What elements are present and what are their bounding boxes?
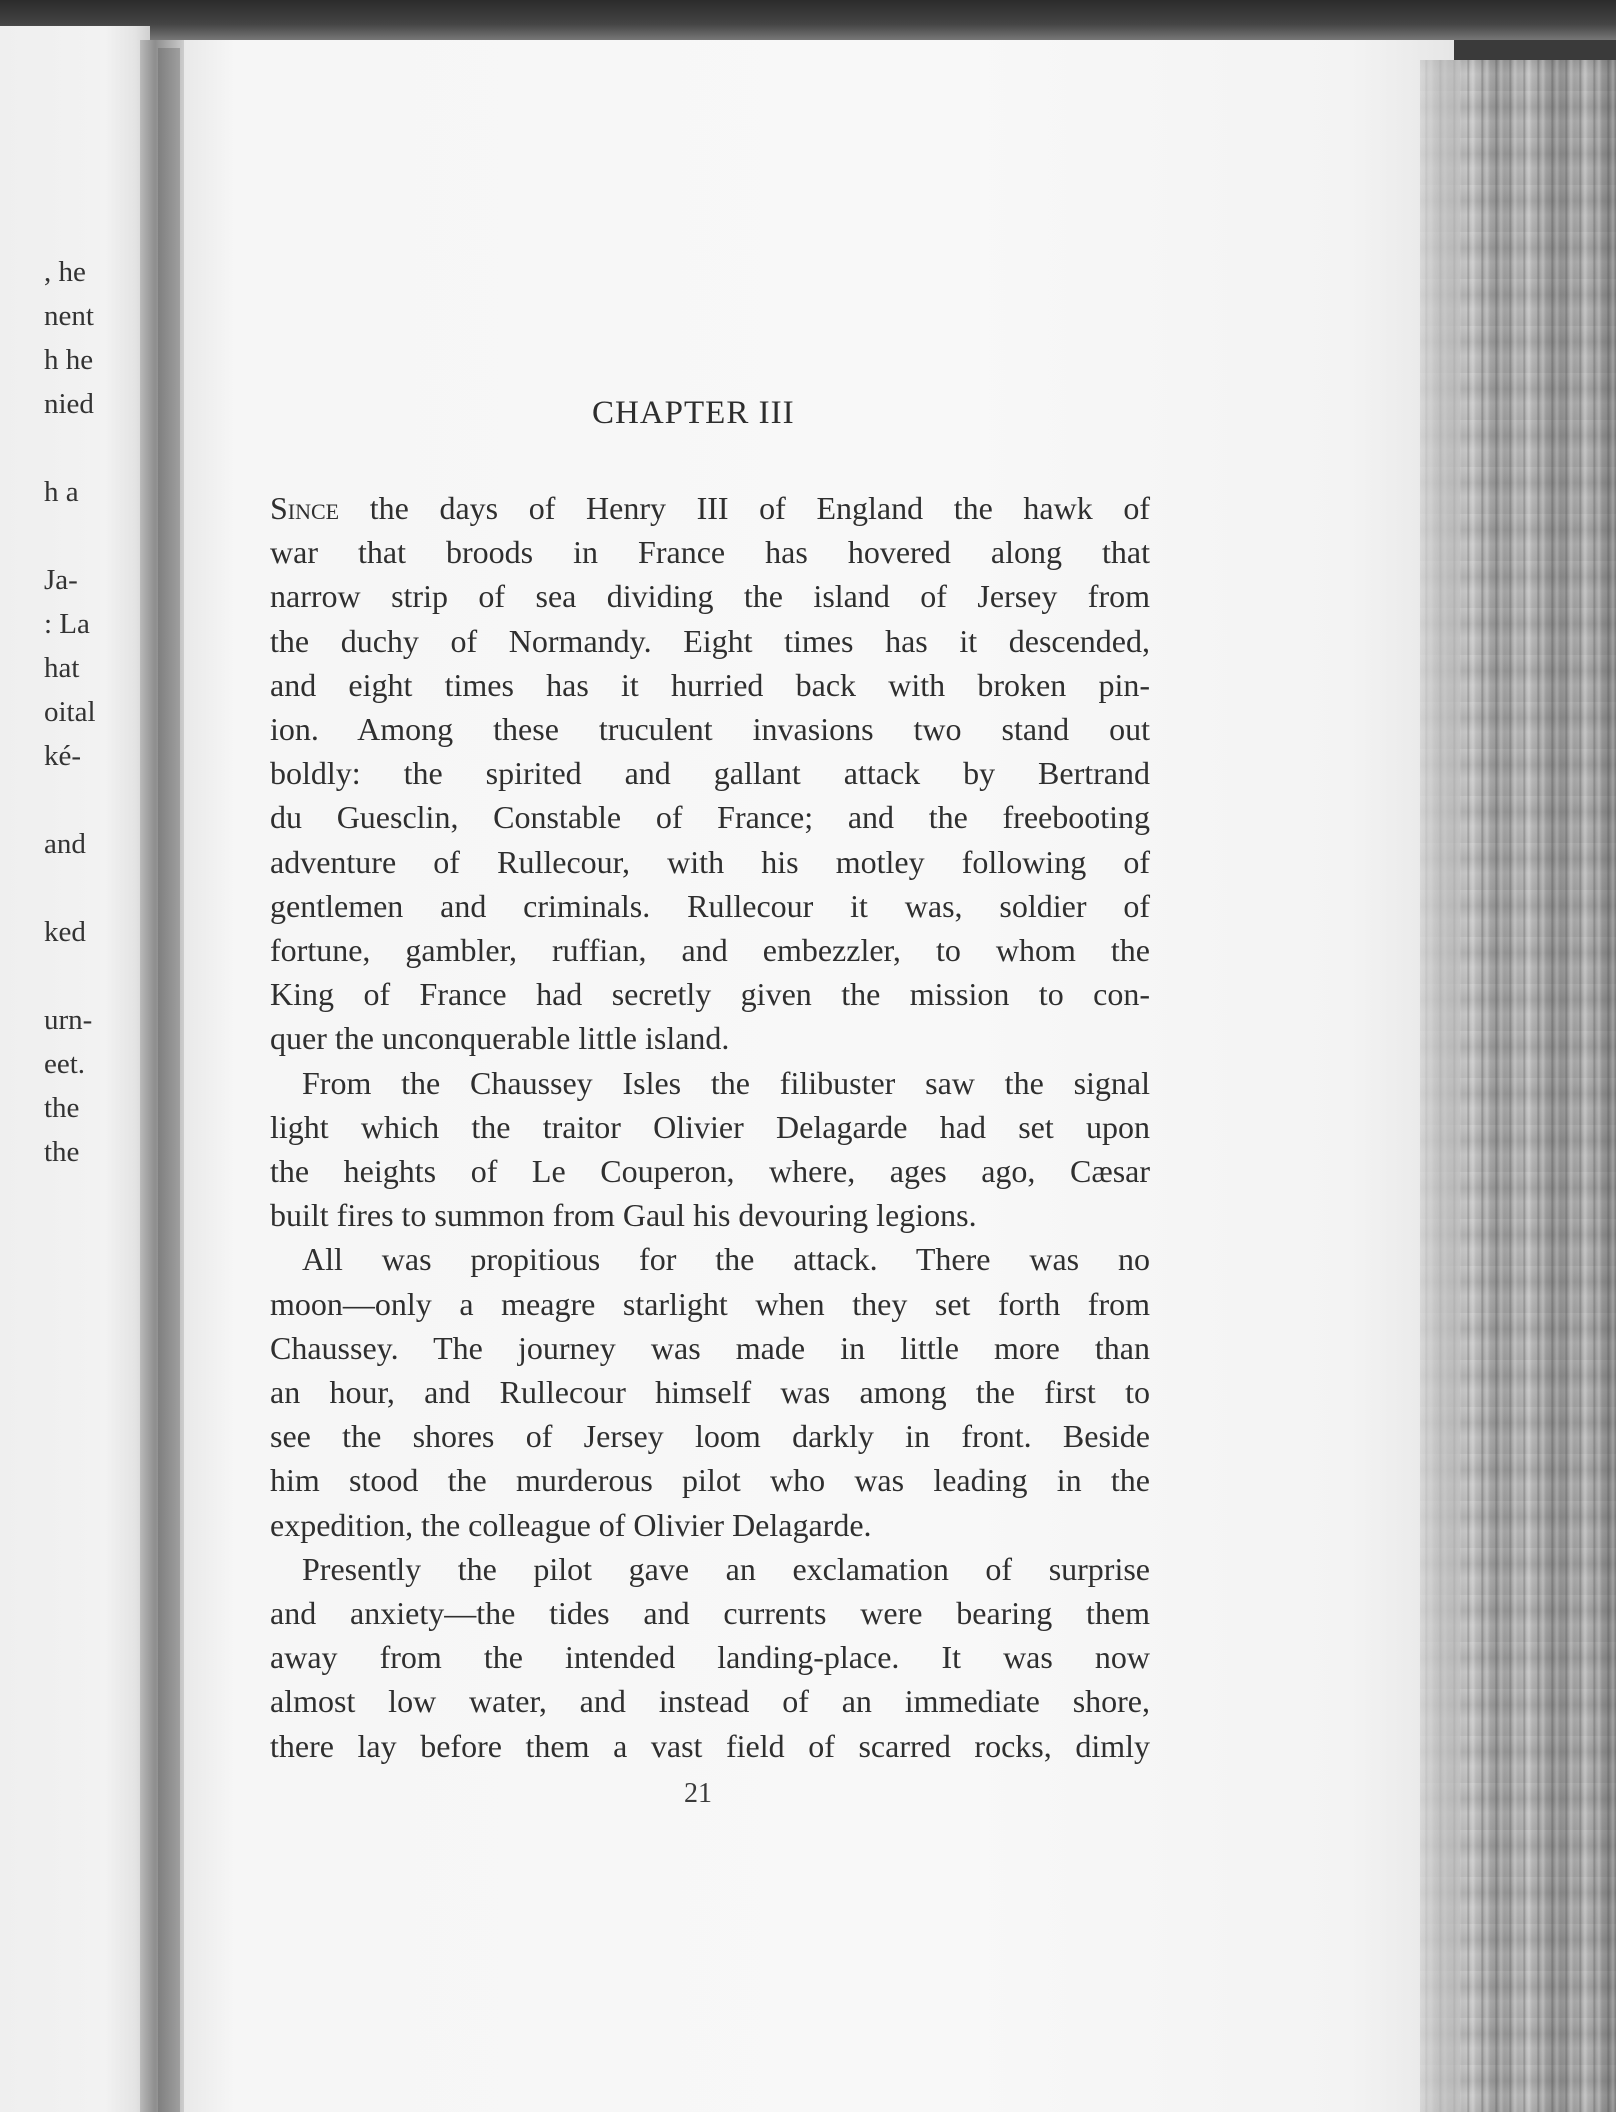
text-line: All was propitious for the attack. There was no [302,1241,1150,1278]
text-line: war that broods in France has hovered along that [270,534,1150,571]
text-line: see the shores of Jersey loom darkly in front. Beside [270,1418,1150,1455]
left-page-fragment: h a [44,476,79,508]
left-page-fragment: the [44,1092,80,1124]
left-page-fragment: nied [44,388,94,420]
left-page-fragment: Ja- [44,564,78,596]
text-line: built fires to summon from Gaul his devouring legions. [270,1197,977,1234]
text-line: Presently the pilot gave an exclamation of surprise [302,1550,1150,1587]
text-line: gentlemen and criminals. Rullecour it was, soldier of [270,887,1150,924]
text-line: there lay before them a vast field of scarred rocks, dimly [270,1727,1150,1764]
left-page-fragment: ked [44,916,86,948]
text-line: almost low water, and instead of an immediate shore, [270,1683,1150,1720]
text-line: the duchy of Normandy. Eight times has it descended, [270,622,1150,659]
left-page-fragment: and [44,828,86,860]
left-page-fragment: hat [44,652,80,684]
text-line: fortune, gambler, ruffian, and embezzler, to whom the [270,932,1150,968]
left-page [0,26,150,2112]
text-line: and eight times has it hurried back with broken pin- [270,666,1150,703]
text-line: light which the traitor Olivier Delagarde had set upon [270,1108,1150,1145]
top-shadow [0,0,1616,40]
text-line: quer the unconquerable little island. [270,1020,730,1057]
text-line: Since the days of Henry III of England the hawk of [270,490,1150,526]
text-line: du Guesclin, Constable of France; and the freebooting [270,799,1150,836]
text-line: the heights of Le Couperon, where, ages ago, Cæsar [270,1153,1150,1189]
text-line: ion. Among these truculent invasions two stand out [270,711,1150,747]
left-page-fragment: oital [44,696,96,728]
page-number: 21 [684,1778,712,1809]
left-page-fragment: : La [44,608,90,640]
text-line: From the Chaussey Isles the filibuster saw the signal [302,1064,1150,1101]
text-line: expedition, the colleague of Olivier Delagarde. [270,1506,872,1543]
left-page-fragment: urn- [44,1004,93,1036]
text-line: him stood the murderous pilot who was leading in the [270,1462,1150,1499]
text-line: Chaussey. The journey was made in little more than [270,1329,1150,1366]
fore-edge-highlight [1420,60,1460,2112]
left-page-fragment: the [44,1136,80,1168]
left-page-fragment: ké- [44,740,82,772]
text-line: moon—only a meagre starlight when they set forth from [270,1285,1150,1322]
left-page-fragment: h he [44,344,94,376]
left-page-fragment: , he [44,256,86,288]
left-page-fragment: nent [44,300,94,332]
chapter-title: CHAPTER III [592,395,795,431]
text-line: adventure of Rullecour, with his motley following of [270,843,1150,880]
text-line: narrow strip of sea dividing the island of Jersey from [270,578,1150,615]
left-page-fragment: eet. [44,1048,86,1080]
text-line: an hour, and Rullecour himself was among the first to [270,1374,1150,1410]
gutter-shadow [158,48,180,2112]
text-line: King of France had secretly given the mission to con- [270,976,1150,1013]
text-line: boldly: the spirited and gallant attack by Bertrand [270,755,1150,792]
text-line: away from the intended landing-place. It was now [270,1639,1150,1676]
text-line: and anxiety—the tides and currents were bearing them [270,1595,1150,1631]
